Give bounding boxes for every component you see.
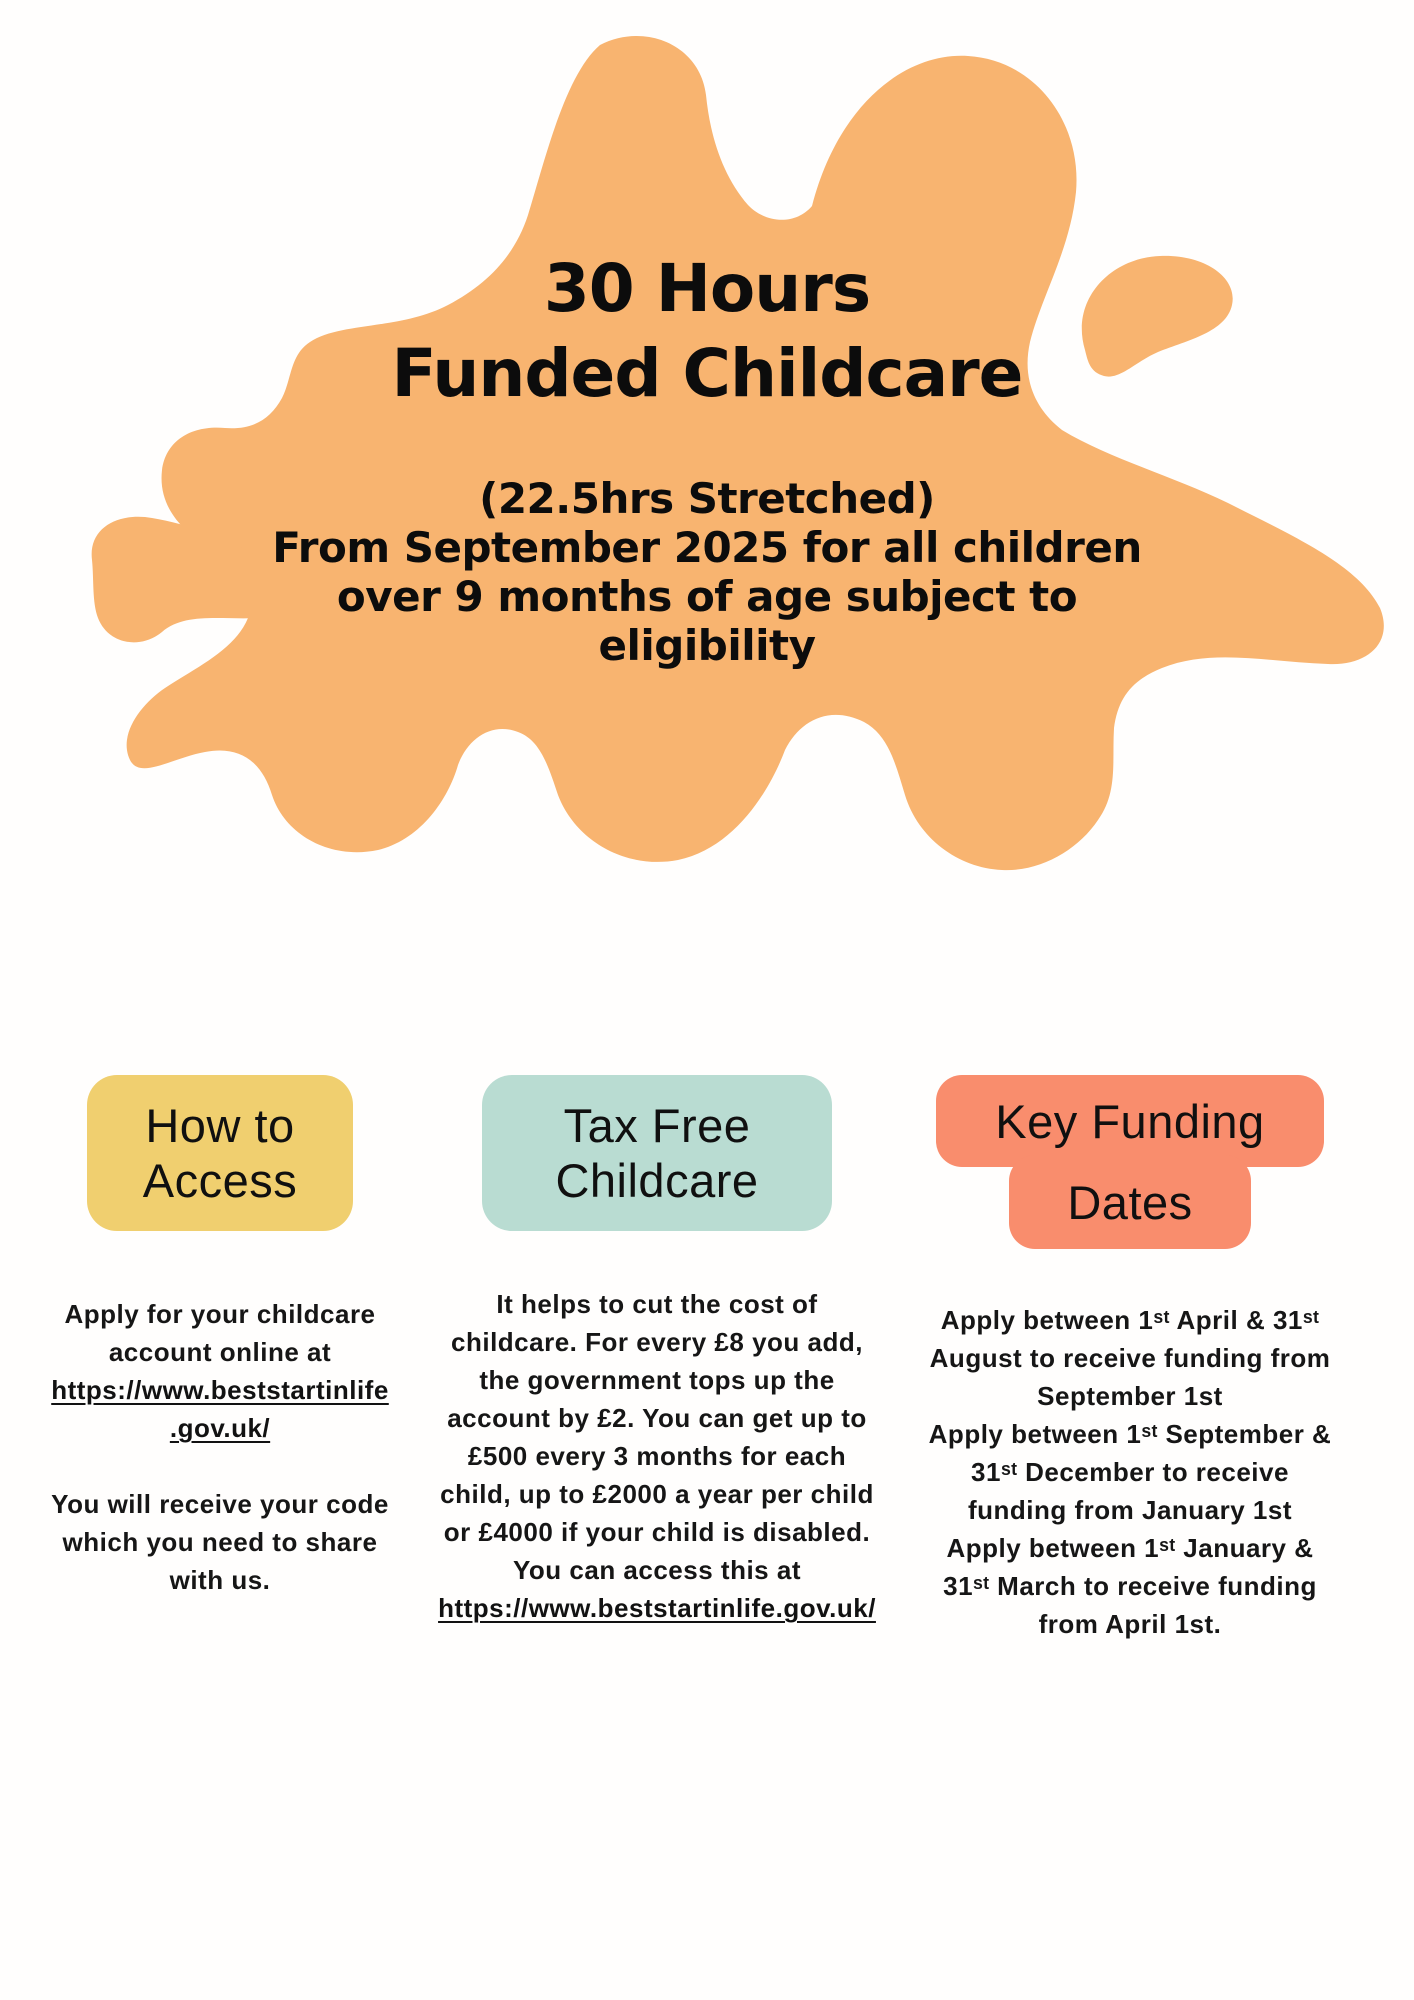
header-line: Access [142, 1154, 298, 1207]
poster-subtitle [0, 474, 1414, 670]
paragraph [49, 1295, 391, 1447]
how-to-access-text [49, 1295, 391, 1599]
header-line: How to [145, 1099, 295, 1152]
header-tax-free-childcare [482, 1075, 832, 1231]
header-line: Tax Free [563, 1099, 751, 1152]
subtitle-line-4: eligibility [598, 621, 816, 670]
splat-main-blob [127, 36, 1384, 870]
subtitle-line-2: From September 2025 for all children [272, 523, 1142, 572]
title-line-1: 30 Hours [543, 250, 871, 327]
text-segment: Apply for your childcare account online at [64, 1299, 376, 1367]
text-segment: It helps to cut the cost of childcare. For every £8 you add, the government tops up the account by £2. You can get up to £500 every 3 months for each child, up to £2000 a year per child or £4000 if your child is disabled. You can access this at [440, 1289, 874, 1585]
key-funding-dates-text [920, 1301, 1340, 1643]
column-how-to-access [35, 1075, 405, 1599]
url-link[interactable]: https://www.beststartinlife.gov.uk/ [51, 1375, 389, 1443]
title-line-2: Funded Childcare [391, 335, 1023, 412]
url-link[interactable]: https://www.beststartinlife.gov.uk/ [438, 1593, 876, 1623]
paragraph [430, 1285, 885, 1627]
paragraph [920, 1415, 1340, 1529]
text-segment: You will receive your code which you need to share with us. [51, 1489, 389, 1595]
header-line: Childcare [555, 1154, 759, 1207]
poster-title [0, 246, 1414, 416]
header-how-to-access [87, 1075, 353, 1231]
text-segment: Apply between 1ˢᵗ April & 31ˢᵗ August to receive funding from September 1st [929, 1305, 1331, 1411]
paragraph [49, 1485, 391, 1599]
text-segment: Apply between 1ˢᵗ September & 31ˢᵗ December to receive funding from January 1st [928, 1419, 1332, 1525]
tax-free-childcare-text [430, 1285, 885, 1627]
header-key-funding-dates [898, 1075, 1362, 1249]
subtitle-line-3: over 9 months of age subject to [336, 572, 1078, 621]
subtitle-line-1: (22.5hrs Stretched) [479, 474, 935, 523]
header-line [936, 1075, 1324, 1167]
text-segment: Apply between 1ˢᵗ January & 31ˢᵗ March to receive funding from April 1st. [943, 1533, 1317, 1639]
header-line-text: Key Funding [995, 1094, 1265, 1148]
paragraph [920, 1301, 1340, 1415]
header-line-text: Dates [1067, 1175, 1193, 1229]
column-key-funding-dates [898, 1075, 1362, 1643]
header-line [1009, 1155, 1251, 1249]
paragraph [920, 1529, 1340, 1643]
column-tax-free-childcare [428, 1075, 886, 1627]
